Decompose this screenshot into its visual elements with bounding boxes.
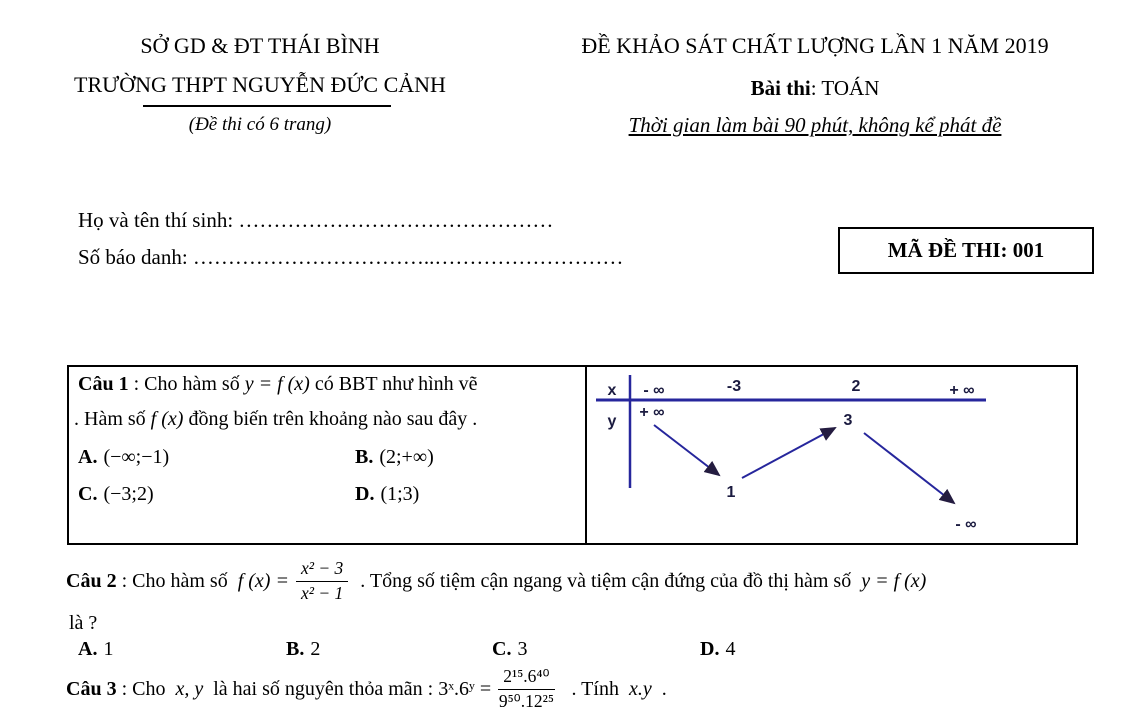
q1-intro-2: có BBT như hình vẽ [309, 373, 478, 395]
q3-mid: là hai số nguyên thỏa mãn : [203, 677, 439, 700]
bbt-tick-neg3: -3 [726, 378, 742, 395]
q2-label: Câu 2 [66, 569, 117, 592]
subject-value: : TOÁN [810, 76, 880, 100]
bbt-tick-pos-inf: + ∞ [949, 382, 975, 399]
exam-code-box [838, 227, 1094, 274]
q3-expression: 3ˣ.6ʸ = [438, 677, 492, 700]
bbt-y-start: + ∞ [639, 404, 665, 421]
q1-option-c [78, 483, 154, 506]
q3-post: . Tính [561, 677, 629, 700]
q2-option-c [492, 638, 527, 661]
q2-fraction-denominator: x² − 1 [300, 582, 344, 603]
department-name: SỞ GD & ĐT THÁI BÌNH [140, 33, 380, 58]
q2-intro: : Cho hàm số [116, 569, 238, 592]
q3-math-xy: x, y [175, 677, 204, 700]
bbt-y-end: - ∞ [955, 516, 977, 533]
pages-note: (Đề thi có 6 trang) [188, 114, 332, 135]
bbt-y-label: y [607, 413, 617, 430]
q2-post: . Tổng số tiệm cận ngang và tiệm cận đứng của đồ thị hàm số [355, 569, 862, 592]
q1-option-c-key: C. [78, 483, 98, 505]
q2-option-b-value: 2 [310, 638, 321, 660]
q1-option-a [78, 446, 169, 469]
q1-line2-math: f (x) [150, 408, 184, 430]
school-name-underline [143, 105, 391, 107]
subject-label: Bài thi [750, 76, 811, 100]
q3-fraction-denominator: 9⁵⁰.12²⁵ [498, 690, 554, 711]
exam-title: ĐỀ KHẢO SÁT CHẤT LƯỢNG LẦN 1 NĂM 2019 [581, 33, 1049, 58]
q1-option-b-key: B. [355, 446, 374, 468]
q1-line-1 [78, 373, 478, 396]
q1-option-d-value: (1;3) [380, 483, 420, 505]
q2-option-d [700, 638, 735, 661]
q1-option-b [355, 446, 434, 469]
q1-line-2 [74, 408, 477, 431]
q3-intro: : Cho [116, 677, 176, 700]
q1-option-a-value: (−∞;−1) [103, 446, 170, 468]
subject-line [535, 76, 1095, 101]
q3-math-xy2: x.y [628, 677, 652, 700]
q3-label: Câu 3 [66, 677, 117, 700]
q1-option-a-key: A. [78, 446, 98, 468]
q2-math-yfx: y = f (x) [861, 569, 927, 592]
q2-option-a [78, 638, 113, 661]
q1-label: Câu 1 [78, 373, 129, 395]
bbt-arrow-decreasing-1 [654, 425, 719, 475]
q2-line-2: là ? [69, 612, 98, 634]
duration-line: Thời gian làm bài 90 phút, không kể phát đề [628, 113, 1002, 137]
school-name: TRƯỜNG THPT NGUYỄN ĐỨC CẢNH [74, 72, 446, 97]
bbt-tick-2: 2 [851, 378, 861, 395]
q2-fraction [296, 558, 348, 605]
bbt-max-value: 3 [843, 412, 853, 429]
q2-option-d-key: D. [700, 638, 720, 660]
bbt-arrow-increasing [742, 428, 835, 478]
q1-option-c-value: (−3;2) [103, 483, 154, 505]
q1-option-b-value: (2;+∞) [379, 446, 434, 468]
student-id-line: Số báo danh: ……………………………..……………………… [78, 245, 624, 269]
q3-fraction-numerator: 2¹⁵.6⁴⁰ [498, 666, 554, 690]
question-1-divider [585, 367, 587, 543]
q1-intro-1: : Cho hàm số [128, 373, 245, 395]
q2-option-a-value: 1 [103, 638, 114, 660]
bbt-arrow-decreasing-2 [864, 433, 954, 503]
bbt-x-label: x [607, 382, 617, 399]
bbt-variation-table [588, 369, 1080, 539]
q3-fraction [498, 666, 554, 713]
q2-option-c-key: C. [492, 638, 512, 660]
q2-fraction-numerator: x² − 3 [296, 558, 348, 582]
q2-option-c-value: 3 [517, 638, 528, 660]
q2-math-fx: f (x) = [237, 569, 289, 592]
q2-option-b-key: B. [286, 638, 305, 660]
exam-code-text: MÃ ĐỀ THI: 001 [887, 238, 1045, 262]
q3-end: . [651, 677, 667, 700]
q1-line2-pre: . Hàm số [74, 408, 151, 430]
q3-line [66, 660, 667, 718]
bbt-tick-neg-inf: - ∞ [643, 382, 665, 399]
q1-option-d-key: D. [355, 483, 375, 505]
q1-math-yfx: y = f (x) [244, 373, 310, 395]
q1-option-d [355, 483, 419, 506]
q2-line-1 [66, 553, 926, 609]
bbt-min-value: 1 [726, 484, 736, 501]
q2-option-b [286, 638, 320, 661]
student-name-line: Họ và tên thí sinh: ……………………………………… [78, 208, 554, 232]
q1-line2-post: đồng biến trên khoảng nào sau đây . [183, 408, 478, 430]
q2-option-a-key: A. [78, 638, 98, 660]
q2-option-d-value: 4 [725, 638, 736, 660]
